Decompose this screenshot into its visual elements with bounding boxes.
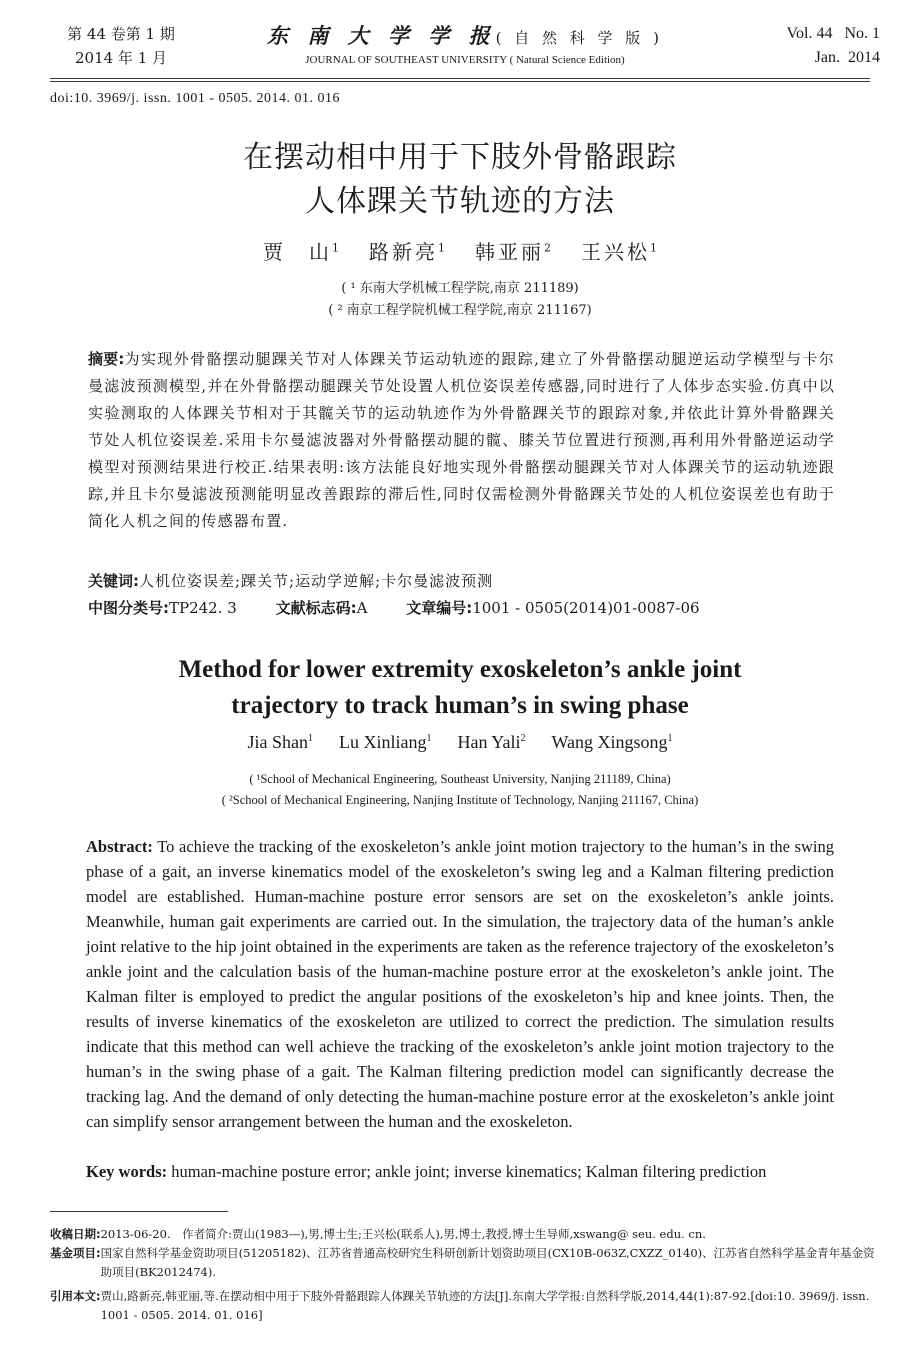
footnote-label: 基金项目: <box>50 1246 101 1260</box>
author-sup: 2 <box>544 241 551 255</box>
author-sup: 1 <box>332 241 339 255</box>
volume-issue-cn: 第 44 卷第 1 期 <box>67 25 175 43</box>
abstract-cn <box>88 346 835 535</box>
author-en: Han Yali <box>457 732 521 752</box>
paper-title-en <box>0 652 920 724</box>
author-cn: 韩亚丽 <box>475 240 544 264</box>
date-cn: 2014 年 1 月 <box>74 49 168 67</box>
author-sup: 1 <box>438 241 445 255</box>
author-cn: 路新亮 <box>369 240 438 264</box>
abstract-cn-label: 摘要: <box>88 350 125 368</box>
author-sup: 2 <box>520 733 526 744</box>
abstract-en <box>86 834 834 1134</box>
header-volume-en <box>730 22 880 70</box>
author-sup: 1 <box>650 241 657 255</box>
volume-issue-en: Vol. 44 No. 1 <box>786 25 880 42</box>
footnote-citation <box>50 1287 876 1325</box>
author-cn: 王兴松 <box>581 240 650 264</box>
authors-cn <box>0 236 920 265</box>
author-cn: 贾 山 <box>263 240 332 264</box>
author-sup: 1 <box>667 733 673 744</box>
header-rule <box>50 78 870 79</box>
classification-line <box>88 597 848 618</box>
keywords-cn-text: 人机位姿误差;踝关节;运动学逆解;卡尔曼滤波预测 <box>139 572 494 590</box>
affiliation-cn: ( ¹ 东南大学机械工程学院,南京 211189) <box>341 281 579 296</box>
author-sup: 1 <box>426 733 432 744</box>
date-en: Jan. 2014 <box>814 49 880 66</box>
footnote-label: 收稿日期: <box>50 1227 101 1241</box>
keywords-en-label: Key words: <box>86 1162 168 1181</box>
abstract-en-text: To achieve the tracking of the exoskeleton’s ankle joint motion trajectory to the human’s in the swing phase of a gait, an inverse kinematics model of the exoskeleton’s swing leg and a Kalman filtering prediction model are established. Human-machine posture error sensors are set on the exoskeleton’s ankle joints. Meanwhile, human gait experiments are carried out. In the simulation, the trajectory data of the human’s ankle joint relative to the hip joint obtained in the experiments are taken as the reference trajectory of the exoskeleton’s ankle joint and the calculation basis of the human-machine posture error at the exoskeleton’s ankle joint. The Kalman filter is employed to predict the angular positions of the exoskeleton’s hip and knee joints. Then, the results of inverse kinematics of the exoskeleton are utilized to correct the prediction. The simulation results indicate that this method can well achieve the tracking of the exoskeleton’s ankle joint motion trajectory to the human’s in the swing phase of a gait. The Kalman filtering prediction model can significantly decrease the tracking lag. And the demand of only detecting the human-machine posture error at the exoskeleton’s ankle joint can simplify sensor arrangement between the human and the exoskeleton. <box>86 837 834 1131</box>
footnote-text: 贾山,路新亮,韩亚丽,等.在摆动相中用于下肢外骨骼跟踪人体踝关节轨迹的方法[J].东南大学学报:自然科学版,2014,44(1):87-92.[doi:10. 3969/j. issn. 1001 - 0505. 2014. 01. 016] <box>100 1289 870 1322</box>
keywords-en-text: human-machine posture error; ankle joint; inverse kinematics; Kalman filtering prediction <box>171 1162 767 1181</box>
clc-number: 中图分类号:TP242. 3 <box>88 599 237 617</box>
affiliation-en: ( ²School of Mechanical Engineering, Nanjing Institute of Technology, Nanjing 211167, China) <box>221 793 699 807</box>
footnote-rule <box>50 1211 228 1212</box>
affiliations-cn <box>0 278 920 322</box>
keywords-en <box>86 1159 834 1184</box>
header-volume-cn <box>56 22 186 70</box>
journal-name-cn: 东 南 大 学 学 报 <box>267 23 496 48</box>
title-cn-line-2: 人体踝关节轨迹的方法 <box>305 184 615 219</box>
authors-en <box>0 732 920 753</box>
abstract-en-label: Abstract: <box>86 837 153 856</box>
journal-title-cn <box>250 20 680 50</box>
keywords-cn <box>88 570 835 591</box>
keywords-cn-label: 关键词: <box>88 572 139 590</box>
journal-masthead <box>250 20 680 66</box>
journal-title-en: JOURNAL OF SOUTHEAST UNIVERSITY ( Natural Science Edition) <box>305 54 625 66</box>
header-rule-thin <box>50 81 870 82</box>
footnote-text: 2013-06-20. 作者简介:贾山(1983—),男,博士生;王兴松(联系人),男,博士,教授,博士生导师,xswang@ seu. edu. cn. <box>100 1227 706 1241</box>
footnote-received <box>50 1225 876 1244</box>
title-en-line-1: Method for lower extremity exoskeleton’s ankle joint <box>178 656 742 683</box>
document-code: 文献标志码:A <box>275 599 368 617</box>
title-cn-line-1: 在摆动相中用于下肢外骨骼跟踪 <box>243 140 677 175</box>
journal-edition-cn: ( 自 然 科 学 版 ) <box>495 29 663 47</box>
doi-line[interactable]: doi:10. 3969/j. issn. 1001 - 0505. 2014. 01. 016 <box>50 91 341 106</box>
affiliation-en: ( ¹School of Mechanical Engineering, Southeast University, Nanjing 211189, China) <box>249 772 671 786</box>
author-en: Jia Shan <box>247 732 308 752</box>
abstract-cn-text: 为实现外骨骼摆动腿踝关节对人体踝关节运动轨迹的跟踪,建立了外骨骼摆动腿逆运动学模型与卡尔曼滤波预测模型,并在外骨骼摆动腿踝关节处设置人机位姿误差传感器,同时进行了人体步态实验.仿真中以实验测取的人体踝关节相对于其髋关节的运动轨迹作为外骨骼踝关节的跟踪对象,并依此计算外骨骼踝关节处人机位姿误差.采用卡尔曼滤波器对外骨骼摆动腿的髋、膝关节位置进行预测,再利用外骨骼逆运动学模型对预测结果进行校正.结果表明:该方法能良好地实现外骨骼摆动腿踝关节对人体踝关节的运动轨迹跟踪,并且卡尔曼滤波预测能明显改善跟踪的滞后性,同时仅需检测外骨骼踝关节处的人机位姿误差也有助于简化人机之间的传感器布置. <box>88 350 836 530</box>
footnote-label: 引用本文: <box>50 1289 101 1303</box>
affiliations-en <box>0 769 920 811</box>
paper-title-cn <box>0 136 920 224</box>
author-en: Lu Xinliang <box>338 732 427 752</box>
title-en-line-2: trajectory to track human’s in swing phase <box>231 692 689 719</box>
footnote-text: 国家自然科学基金资助项目(51205182)、江苏省普通高校研究生科研创新计划资助项目(CX10B-063Z,CXZZ_0140)、江苏省自然科学基金青年基金资助项目(BK2012474). <box>100 1246 875 1279</box>
author-sup: 1 <box>307 733 313 744</box>
article-id: 文章编号:1001 - 0505(2014)01-0087-06 <box>406 599 700 617</box>
footnote-funding <box>50 1244 876 1282</box>
author-en: Wang Xingsong <box>551 732 668 752</box>
affiliation-cn: ( ² 南京工程学院机械工程学院,南京 211167) <box>328 303 592 318</box>
